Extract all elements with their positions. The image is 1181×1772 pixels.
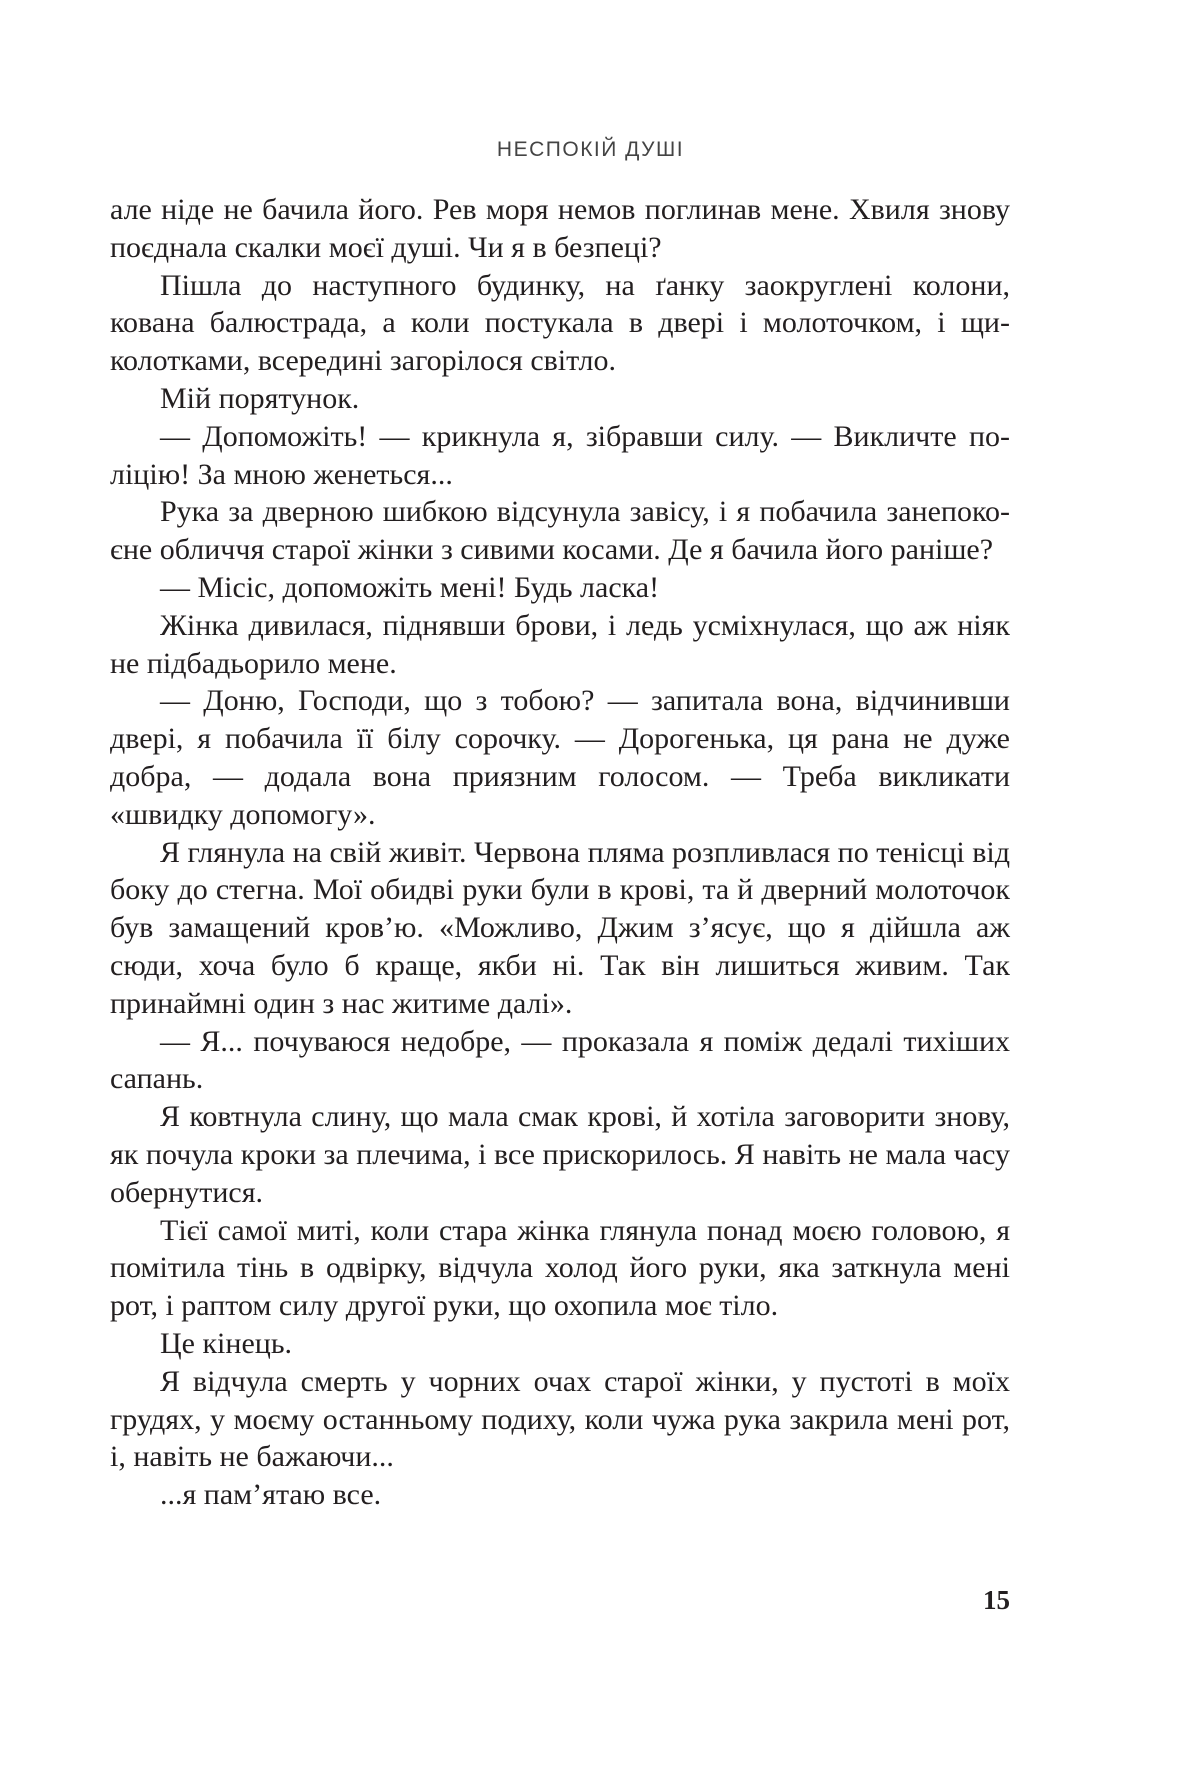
- paragraph: Я відчула смерть у чорних очах старої жінки, у пустоті в моїх грудях, у моєму останньому подиху, коли чужа рука закрила мені рот, і, навіть не бажаючи...: [110, 1364, 1010, 1474]
- paragraph: Тієї самої миті, коли стара жінка глянула понад моєю головою, я помітила тінь в одвірку, відчула холод його руки, яка заткнула мені рот, і раптом силу другої руки, що охопила моє тіло.: [110, 1213, 1010, 1323]
- paragraph: Рука за дверною шибкою відсунула завісу, і я побачила занепокоєне обличчя старої жінки з сивими косами. Де я бачила його раніше?: [110, 495, 1010, 567]
- page-number: 15: [983, 1585, 1010, 1615]
- paragraph: Це кінець.: [160, 1326, 292, 1360]
- body-text: [110, 191, 1010, 1514]
- paragraph: Пішла до наступного будинку, на ґанку заокруглені колони, кована балюстрада, а коли постукала в двері і молоточком, і щиколотками, всередині загорілося світло.: [110, 268, 1010, 378]
- running-header: НЕСПОКІЙ ДУШІ: [496, 138, 685, 161]
- paragraph: Я ковтнула слину, що мала смак крові, й хотіла заговорити знову, як почула кроки за плечима, і все прискорилось. Я навіть не мала часу обернутися.: [110, 1100, 1010, 1209]
- paragraph: — Допоможіть! — крикнула я, зібравши силу. — Викличте поліцію! За мною женеться...: [110, 419, 1010, 491]
- paragraph: Я глянула на свій живіт. Червона пляма розпливлася по тенісці від боку до стегна. Мої обидві руки були в крові, та й дверний молоточок був замащений кров’ю. «Можливо, Джим з’ясує, що я дійшла аж сюди, хоча було б краще, якби ні. Так він лишиться живим. Так принаймні один з нас житиме далі».: [110, 835, 1010, 1020]
- paragraph: Мій порятунок.: [160, 381, 360, 415]
- paragraph: — Місіс, допоможіть мені! Будь ласка!: [160, 570, 660, 604]
- paragraph: ...я пам’ятаю все.: [160, 1478, 382, 1512]
- paragraph: — Я... почуваюся недобре, — проказала я поміж дедалі тихіших сапань.: [110, 1024, 1010, 1096]
- paragraph: — Доню, Господи, що з тобою? — запитала вона, відчинивши двері, я побачила її білу сорочку. — Дорогенька, ця рана не дуже добра, — додала вона приязним голосом. — Треба викликати «швидку допомогу».: [110, 684, 1010, 831]
- paragraph: Жінка дивилася, піднявши брови, і ледь усміхнулася, що аж ніяк не підбадьорило мене.: [110, 608, 1010, 680]
- paragraph: але ніде не бачила його. Рев моря немов поглинав мене. Хвиля знову поєднала скалки моєї душі. Чи я в безпеці?: [110, 193, 1010, 264]
